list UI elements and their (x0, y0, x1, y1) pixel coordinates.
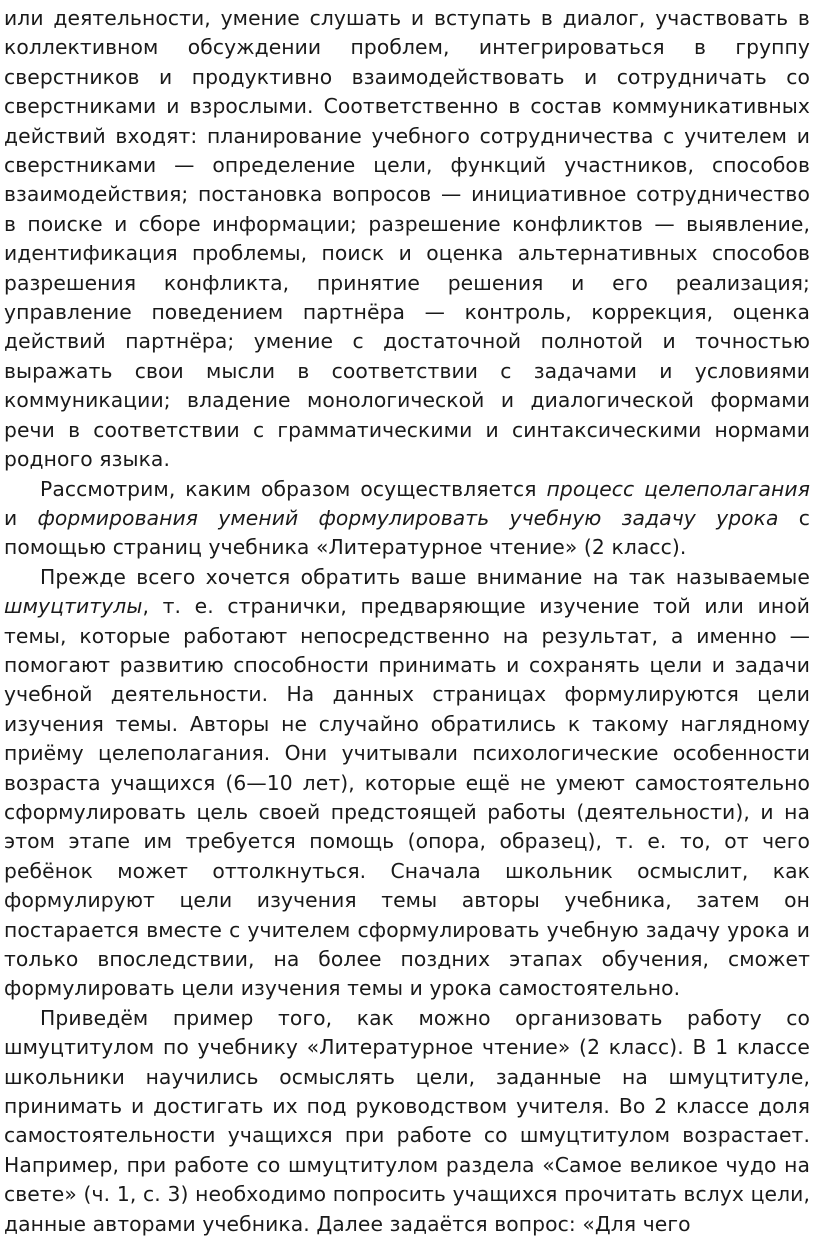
paragraph-3 (4, 563, 810, 1004)
paragraph-2 (4, 475, 810, 563)
paragraph-2-text-a: Рассмотрим, каким образом осуществляется (40, 476, 547, 501)
paragraph-2-italic-goal-setting: процесс целеполагания (546, 476, 810, 501)
paragraph-2-text-c: с помощью страниц учебника «Литературное чтение» (2 класс). (4, 505, 811, 560)
paragraph-3-italic-term: шмуцтитулы (4, 594, 143, 619)
paragraph-2-italic-skill-formation: формирования умений формулировать учебную задачу урока (37, 505, 779, 530)
paragraph-4-text: Приведём пример того, как можно организовать работу со шмуцтитулом по учебнику «Литературное чтение» (2 класс). В 1 классе школьники научились осмыслять цели, заданные на шмуцтитуле, принимать и достигать их под руководством учителя. Во 2 классе доля самостоятельности учащихся при работе со шмуцтитулом возрастает. Например, при работе со шмуцтитулом раздела «Самое великое чудо на свете» (ч. 1, с. 3) необходимо попросить учащихся прочитать вслух цели, данные авторами учебника. Далее задаётся вопрос: «Для чего (4, 1005, 810, 1236)
paragraph-1-text: или деятельности, умение слушать и вступать в диалог, участвовать в коллективном обсуждении проблем, интегрироваться в группу сверстников и продуктивно взаимодействовать и сотрудничать со сверстниками и взрослыми. Соответственно в состав коммуникативных действий входят: планирование учебного сотрудничества с учителем и сверстниками — определение цели, функций участников, способов взаимодействия; постановка вопросов — инициативное сотрудничество в поиске и сборе информации; разрешение конфликтов — выявление, идентификация проблемы, поиск и оценка альтернативных способов разрешения конфликта, принятие решения и его реализация; управление поведением партнёра — контроль, коррекция, оценка действий партнёра; умение с достаточной полнотой и точностью выражать свои мысли в соответствии с задачами и условиями коммуникации; владение монологической и диалогической формами речи в соответствии с грамматическими и синтаксическими нормами родного языка. (4, 6, 810, 472)
paragraph-1 (4, 4, 810, 475)
paragraph-3-text-a: Прежде всего хочется обратить ваше внимание на так называемые (40, 564, 810, 589)
paragraph-2-text-b: и (4, 505, 38, 530)
paragraph-4 (4, 1004, 810, 1239)
paragraph-3-text-b: , т. е. странички, предваряющие изучение той или иной темы, которые работают непосредственно на результат, а именно — помогают развитию способности принимать и сохранять цели и задачи учебной деятельности. На данных страницах формулируются цели изучения темы. Авторы не случайно обратились к такому наглядному приёму целеполагания. Они учитывали психологические особенности возраста учащихся (6—10 лет), которые ещё не умеют самостоятельно сформулировать цель своей предстоящей работы (деятельности), и на этом этапе им требуется помощь (опора, образец), т. е. то, от чего ребёнок может оттолкнуться. Сначала школьник осмыслит, как формулируют цели изучения темы авторы учебника, затем он постарается вместе с учителем сформулировать учебную задачу урока и только впоследствии, на более поздних этапах обучения, сможет формулировать цели изучения темы и урока самостоятельно. (4, 594, 810, 1001)
